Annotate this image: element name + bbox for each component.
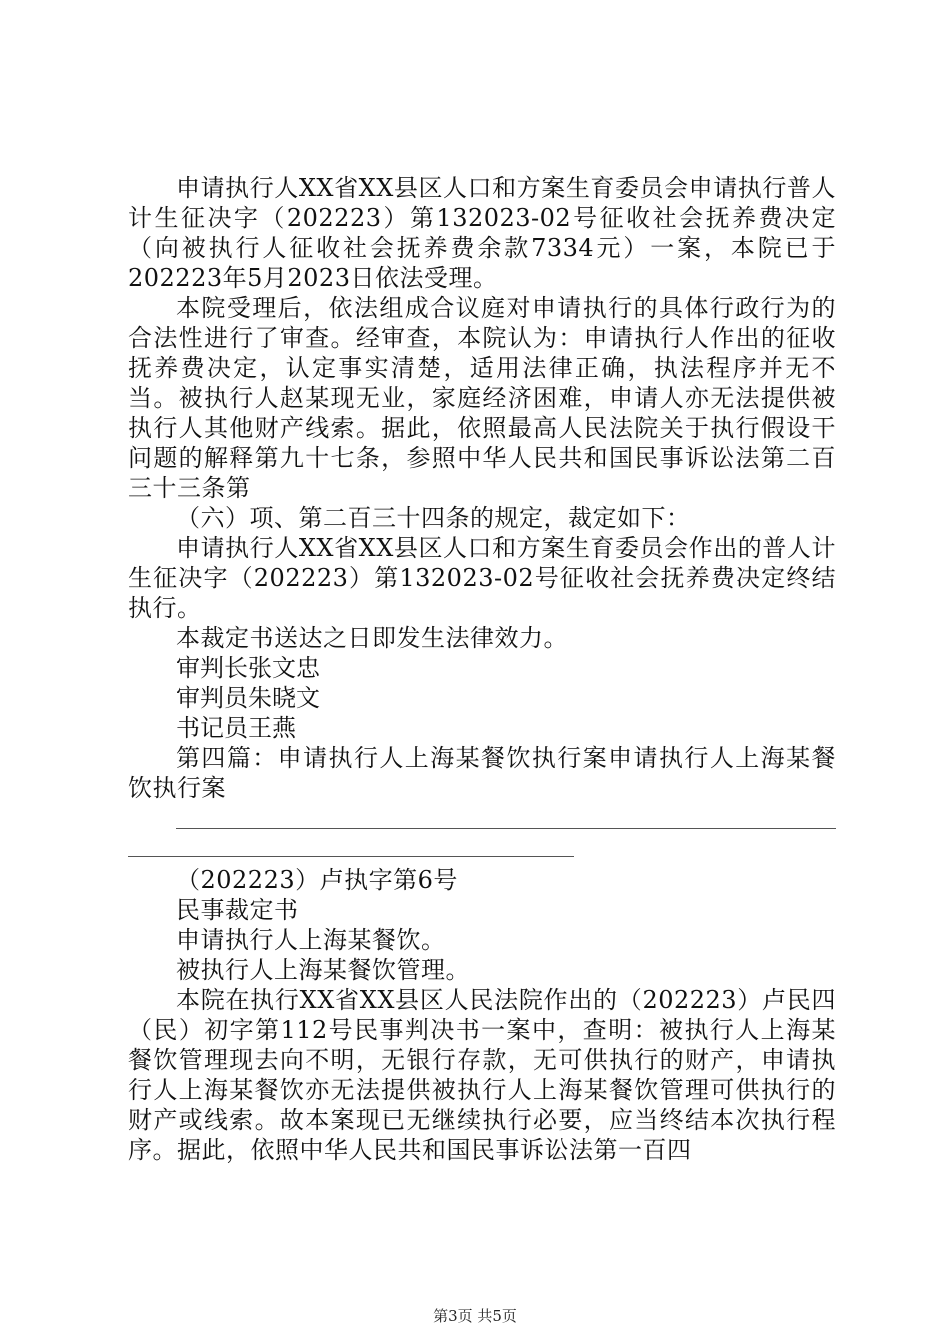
signature-presiding-judge: 审判长张文忠: [176, 654, 320, 682]
signature-clerk: 书记员王燕: [176, 714, 296, 742]
paragraph-execution-findings: 本院在执行XX省XX县区人民法院作出的（202223）卢民四（民）初字第112号民事判决书一案中，查明：被执行人上海某餐饮管理现去向不明，无银行存款，无可供执行的财产，申请执行人上海某餐饮亦无法提供被执行人上海某餐饮管理可供执行的财产或线索。故本案现已无继续执行必要，应当终结本次执行程序。据此，依照中华人民共和国民事诉讼法第一百四: [128, 986, 836, 1164]
signature-judge: 审判员朱晓文: [176, 684, 320, 712]
separator-line-2: [128, 856, 574, 857]
document-type: 民事裁定书: [176, 896, 299, 924]
paragraph-review: 本院受理后，依法组成合议庭对申请执行的具体行政行为的合法性进行了审查。经审查，本院认为：申请执行人作出的征收抚养费决定，认定事实清楚，适用法律正确，执法程序并无不当。被执行人赵某现无业，家庭经济困难，申请人亦无法提供被执行人其他财产线索。据此，依照最高人民法院关于执行假设干问题的解释第九十七条，参照中华人民共和国民事诉讼法第二百三十三条第: [128, 294, 836, 502]
separator-line-1: [176, 828, 836, 829]
document-body: [128, 173, 836, 1165]
paragraph-ruling-basis: （六）项、第二百三十四条的规定，裁定如下：: [176, 504, 691, 532]
paragraph-ruling: 申请执行人XX省XX县区人口和方案生育委员会作出的普人计生征决字（202223）第132023-02号征收社会抚养费决定终结执行。: [128, 534, 836, 622]
page-footer: 第3页 共5页: [433, 1307, 517, 1325]
separator-lines: [128, 803, 836, 865]
paragraph-effect: 本裁定书送达之日即发生法律效力。: [176, 624, 568, 652]
applicant: 申请执行人上海某餐饮。: [176, 926, 446, 954]
case-number: （202223）卢执字第6号: [176, 866, 458, 894]
section-title: 第四篇：申请执行人上海某餐饮执行案申请执行人上海某餐饮执行案: [128, 744, 836, 802]
paragraph-case-intro: 申请执行人XX省XX县区人口和方案生育委员会申请执行普人计生征决字（202223）第132023-02号征收社会抚养费决定（向被执行人征收社会抚养费余款7334元）一案，本院已于202223年5月2023日依法受理。: [128, 174, 836, 292]
respondent: 被执行人上海某餐饮管理。: [176, 956, 470, 984]
